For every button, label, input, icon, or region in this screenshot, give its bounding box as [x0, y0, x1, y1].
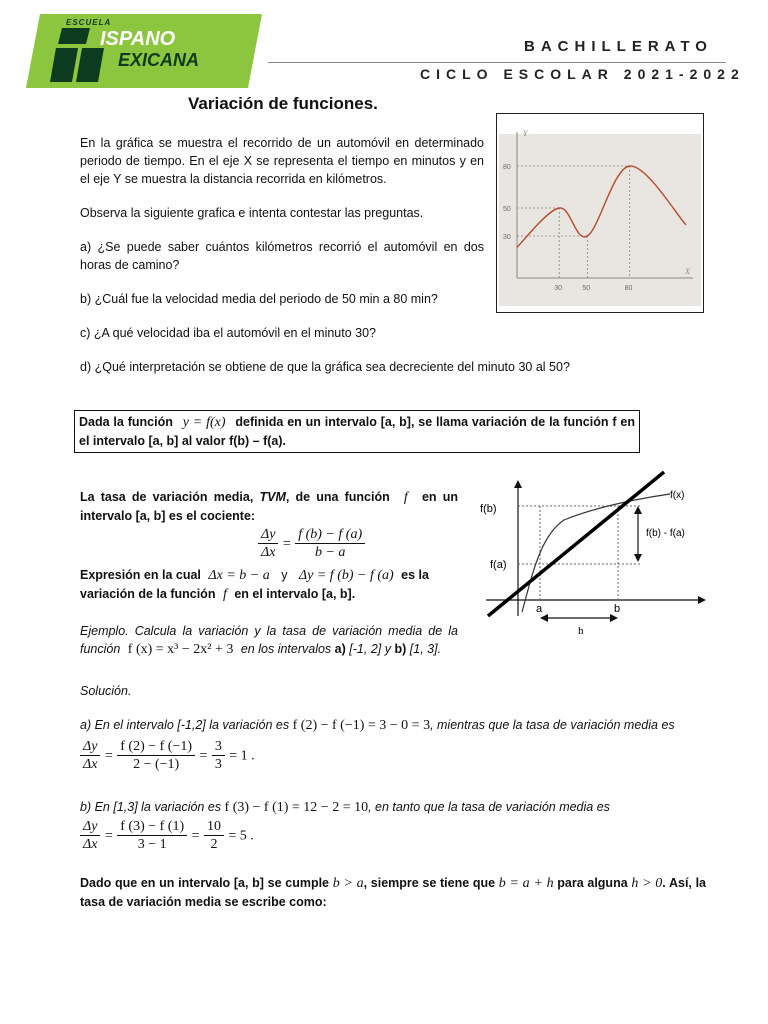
- label-fx: f(x): [670, 490, 685, 501]
- chart-x-label: X: [685, 267, 690, 276]
- tvm-paragraph: [80, 488, 458, 525]
- definition-formula: y = f(x): [182, 415, 226, 430]
- example-formula: f (x) = x³ − 2x² + 3: [127, 642, 234, 657]
- solution-b-frac3-num: 10: [204, 818, 224, 836]
- closing-f1: b > a: [332, 876, 364, 891]
- chart-y-tick-label: 30: [503, 234, 511, 241]
- definition-box: [74, 410, 640, 453]
- solution-a-frac3-num: 3: [212, 738, 225, 756]
- label-fa: f(a): [490, 559, 507, 571]
- solution-b-result: = 5 .: [228, 828, 254, 844]
- example-a-int: [-1, 2]: [349, 642, 382, 656]
- logo-line1: ISPANO: [100, 28, 176, 50]
- solution-a-line: [80, 716, 706, 735]
- diagram-x-arrow: [698, 596, 706, 604]
- example-text1: Ejemplo. Calcula la variación y la tasa de variación media de la función: [80, 624, 458, 656]
- example-text2: en los intervalos: [240, 642, 332, 656]
- observe-text: Observa la siguiente grafica e intenta contestar las preguntas.: [80, 206, 424, 220]
- diff-arrow-bottom: [634, 554, 642, 562]
- page-title: Variación de funciones.: [188, 94, 378, 113]
- closing-f2: b = a + h: [498, 876, 554, 891]
- tvm-f: f: [403, 490, 408, 505]
- curve-fx: [522, 494, 670, 612]
- tvm-dy-expr: Δy = f (b) − f (a): [298, 568, 394, 583]
- tvm-expr-prefix: Expresión en la cual: [80, 568, 201, 582]
- solution-a-frac2-den: 2 − (−1): [133, 757, 180, 772]
- definition-bold: variación de la función f en el intervalo [a, b]: [79, 415, 635, 448]
- tvm-expr-suffix-1: variación de la función: [80, 587, 216, 601]
- logo-top-text: ESCUELA: [66, 18, 112, 27]
- label-fb: f(b): [480, 503, 497, 515]
- example-b-int: [1, 3].: [409, 642, 442, 656]
- tvm-expr-suffix-2: en el intervalo [a, b].: [234, 587, 356, 601]
- page-title-text: Variación de funciones: [188, 94, 374, 113]
- example-a-label: a): [334, 642, 346, 656]
- label-diff: f(b) - f(a): [646, 528, 685, 539]
- tvm-part3: en un intervalo [a, b] es el cociente:: [80, 490, 458, 523]
- chart-x-tick-label: 80: [624, 285, 633, 292]
- closing-paragraph: [80, 874, 706, 911]
- tvm-part1: La tasa de variación media,: [80, 490, 254, 504]
- chart-svg: [497, 114, 703, 312]
- intro-paragraph: En la gráfica se muestra el recorrido de un automóvil en determinado periodo de tiempo. En el eje X se representa el tiempo en minutos y en el eje Y se muestra la distancia recorrida en kilómetros.: [80, 136, 484, 186]
- chart-x-tick-label: 50: [582, 285, 591, 292]
- tvm-expression: [80, 566, 458, 604]
- question-d: d) ¿Qué interpretación se obtiene de que la gráfica sea decreciente del minuto 30 al 50?: [80, 360, 570, 374]
- closing-text3: para alguna: [557, 876, 628, 890]
- tvm-part2: , de una función: [285, 490, 390, 504]
- solution-a-formula: f (2) − f (−1) = 3 − 0 = 3: [292, 718, 431, 733]
- solution-b-text1: b) En [1,3] la variación es: [80, 800, 222, 814]
- solution-b-formula-block: $\frac{\Delta y}{\Delta x}$ = $\frac{f (3) - f (1)}{3 - 1}$ = $\frac{10}{2}$ = 5 .: [80, 818, 254, 853]
- tvm-dx-expr: Δx = b − a: [208, 568, 270, 583]
- chart-y-label: Y: [523, 129, 528, 138]
- solution-b-frac1-den: Δx: [83, 837, 98, 852]
- definition-part3: al valor f(b) – f(a).: [181, 434, 287, 448]
- tvm-left-num: Δy: [258, 526, 278, 544]
- solution-b-text2: , en tanto que la tasa de variación media es: [368, 800, 610, 814]
- school-logo: [26, 14, 262, 88]
- header-subtitle: CICLO ESCOLAR 2021-2022: [420, 66, 745, 82]
- header-rule: [268, 62, 726, 63]
- solution-a-frac2-num: f (2) − f (−1): [117, 738, 195, 756]
- secant-svg: [478, 466, 718, 644]
- closing-text1: Dado que en un intervalo [a, b] se cumple: [80, 876, 330, 890]
- closing-f3: h > 0: [631, 876, 663, 891]
- question-a: a) ¿Se puede saber cuántos kilómetros recorrió el automóvil en dos horas de camino?: [80, 240, 484, 272]
- solution-title: Solución.: [80, 684, 132, 698]
- solution-b-line: [80, 798, 706, 817]
- tvm-f-2: f: [222, 587, 227, 602]
- tvm-formula: $\frac{\Delta y}{\Delta x}$ = $\frac{f (b) - f (a)}{b - a}$: [258, 526, 365, 561]
- closing-text2: , siempre se tiene que: [363, 876, 496, 890]
- solution-a-text2: , mientras que la tasa de variación media es: [430, 718, 675, 732]
- label-a: a: [536, 603, 543, 615]
- solution-b-formula: f (3) − f (1) = 12 − 2 = 10: [224, 800, 369, 815]
- h-arrow-right: [610, 614, 618, 622]
- logo-line2: EXICANA: [118, 50, 200, 70]
- solution-b-frac1-num: Δy: [80, 818, 100, 836]
- tvm-abbr: TVM: [259, 490, 286, 504]
- solution-b-frac2-num: f (3) − f (1): [117, 818, 187, 836]
- chart-y-tick-label: 80: [503, 164, 511, 171]
- diagram-y-arrow: [514, 480, 522, 488]
- solution-b-frac3-den: 2: [210, 837, 218, 852]
- solution-a-frac1-num: Δy: [80, 738, 100, 756]
- chart-photo-bg: [499, 134, 701, 306]
- tvm-left-den: Δx: [261, 545, 276, 560]
- solution-a-formula-block: $\frac{\Delta y}{\Delta x}$ = $\frac{f (2) - f (-1)}{2 - (-1)}$ = $\frac{3}{3}$ = 1 .: [80, 738, 255, 773]
- secant-diagram: [478, 466, 718, 644]
- diff-arrow-top: [634, 506, 642, 514]
- solution-a-result: = 1 .: [229, 748, 255, 764]
- solution-a-text1: a) En el intervalo [-1,2] la variación es: [80, 718, 290, 732]
- header-title: BACHILLERATO: [524, 38, 713, 55]
- chart-x-tick-label: 30: [554, 285, 563, 292]
- tvm-right-num: f (b) − f (a): [295, 526, 365, 544]
- label-h: h: [578, 625, 584, 637]
- question-c: c) ¿A qué velocidad iba el automóvil en el minuto 30?: [80, 326, 377, 340]
- example-paragraph: [80, 622, 458, 659]
- question-b: b) ¿Cuál fue la velocidad media del periodo de 50 min a 80 min?: [80, 292, 438, 306]
- solution-b-frac2-den: 3 − 1: [137, 837, 167, 852]
- example-y-word: y: [384, 642, 391, 656]
- closing-text4: . Así, la tasa de variación media se escribe como:: [80, 876, 707, 909]
- distance-time-chart: [496, 113, 704, 313]
- definition-part2: definida en un intervalo [a, b], se llama: [235, 415, 469, 429]
- example-b-label: b): [394, 642, 407, 656]
- solution-a-frac3-den: 3: [214, 757, 222, 772]
- h-arrow-left: [540, 614, 548, 622]
- tvm-y-word: y: [281, 568, 288, 582]
- label-b: b: [614, 603, 621, 615]
- solution-a-frac1-den: Δx: [83, 757, 98, 772]
- definition-part1: Dada la función: [79, 415, 173, 429]
- chart-y-tick-label: 50: [503, 206, 511, 213]
- tvm-es-la: es la: [401, 568, 429, 582]
- tvm-right-den: b − a: [314, 545, 346, 560]
